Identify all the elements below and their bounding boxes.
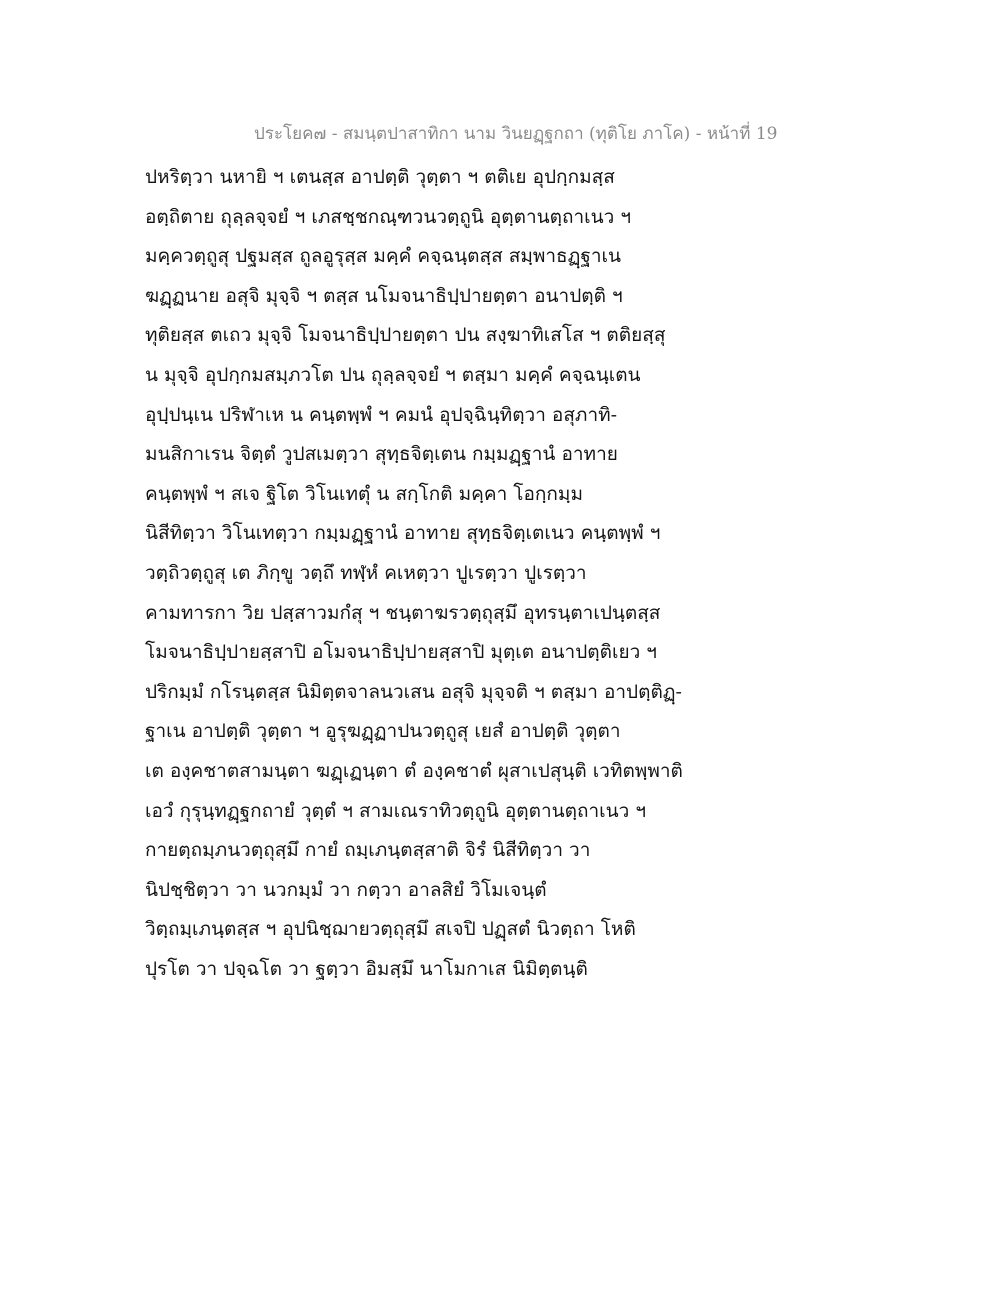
- text-line: ฐาเน อาปตฺติ วุตฺตา ฯ อูรุฆฏฺฏาปนวตฺถูสุ เยสํ อาปตฺติ วุตฺตา: [145, 720, 621, 743]
- text-line: วตฺถิวตฺถูสุ เต ภิกฺขู วตฺถึ ทฬฺหํ คเหตฺวา ปูเรตฺวา ปูเรตฺวา: [145, 561, 587, 584]
- text-line: กายตฺถมฺภนวตฺถุสฺมึ กายํ ถมฺเภนฺตสฺสาติ จิรํ นิสีทิตฺวา วา: [145, 839, 591, 862]
- text-line: เต องฺคชาตสามนฺตา ฆฏฺเฏนฺตา ตํ องฺคชาตํ ผุสาเปสุนฺติ เวทิตพฺพาติ: [145, 759, 683, 782]
- text-line: คามทารกา วิย ปสฺสาวมกํสุ ฯ ชนฺตาฆรวตฺถุสฺมึ อุทรนฺตาเปนฺตสฺส: [145, 601, 661, 624]
- text-line: มนสิกาเรน จิตฺตํ วูปสเมตฺวา สุทฺธจิตฺเตน กมฺมฏฺฐานํ อาทาย: [145, 443, 618, 466]
- text-line: ปุรโต วา ปจฺฉโต วา ฐตฺวา อิมสฺมึ นาโมกาเส นิมิตฺตนฺติ: [145, 957, 588, 980]
- text-line: ปริกมฺมํ กโรนฺตสฺส นิมิตฺตจาลนวเสน อสุจิ มุจฺจติ ฯ ตสฺมา อาปตฺติฏฺ-: [145, 680, 682, 703]
- text-line: ทุติยสฺส ตเถว มุจฺจิ โมจนาธิปฺปายตฺตา ปน สงฺฆาทิเสโส ฯ ตติยสฺสุ: [145, 324, 666, 347]
- text-line: อตฺถิตาย ถุลฺลจฺจยํ ฯ เภสชฺชกณฺฑวนวตฺถูนิ อุตฺตานตฺถาเนว ฯ: [145, 205, 631, 228]
- text-line: โมจนาธิปฺปายสฺสาปิ อโมจนาธิปฺปายสฺสาปิ มุตฺเต อนาปตฺติเยว ฯ: [145, 641, 657, 664]
- text-line: ปหริตฺวา นหายิ ฯ เตนสฺส อาปตฺติ วุตฺตา ฯ ตติเย อุปกฺกมสฺส: [145, 166, 615, 188]
- text-line: มคฺควตฺถูสุ ปฐมสฺส ถูลอูรุสฺส มคฺคํ คจฺฉนฺตสฺส สมฺพาธฏฺฐาเน: [145, 245, 622, 268]
- running-header: ประโยค๗ - สมนฺตปาสาทิกา นาม วินยฏฺฐกถา (ทุติโย ภาโค) - หน้าที่ 19: [254, 124, 778, 144]
- text-line: น มุจฺจิ อุปกฺกมสมฺภวโต ปน ถุลฺลจฺจยํ ฯ ตสฺมา มคฺคํ คจฺฉนฺเตน: [145, 363, 641, 386]
- text-line: คนฺตพฺพํ ฯ สเจ ฐิโต วิโนเทตุํ น สกฺโกติ มคฺคา โอกฺกมฺม: [145, 482, 583, 505]
- text-line: อุปฺปนฺเน ปริฬาเห น คนฺตพฺพํ ฯ คมนํ อุปจฺฉินฺทิตฺวา อสุภาทิ-: [145, 403, 618, 426]
- body-text: [145, 158, 765, 989]
- text-line: นิสีทิตฺวา วิโนเทตฺวา กมฺมฏฺฐานํ อาทาย สุทฺธจิตฺเตเนว คนฺตพฺพํ ฯ: [145, 522, 661, 545]
- text-line: วิตฺถมฺเภนฺตสฺส ฯ อุปนิชฺฌายวตฺถุสฺมึ สเจปิ ปฏฺสตํ นิวตฺถา โหติ: [145, 918, 636, 941]
- text-line: นิปชฺชิตฺวา วา นวกมฺมํ วา กตฺวา อาลสิยํ วิโมเจนฺตํ: [145, 878, 547, 901]
- text-line: ฆฏฺฏนาย อสุจิ มุจฺจิ ฯ ตสฺส นโมจนาธิปฺปายตฺตา อนาปตฺติ ฯ: [145, 284, 623, 307]
- text-line: เอวํ กุรุนฺทฏฺฐกถายํ วุตฺตํ ฯ สามเณราทิวตฺถูนิ อุตฺตานตฺถาเนว ฯ: [145, 799, 646, 822]
